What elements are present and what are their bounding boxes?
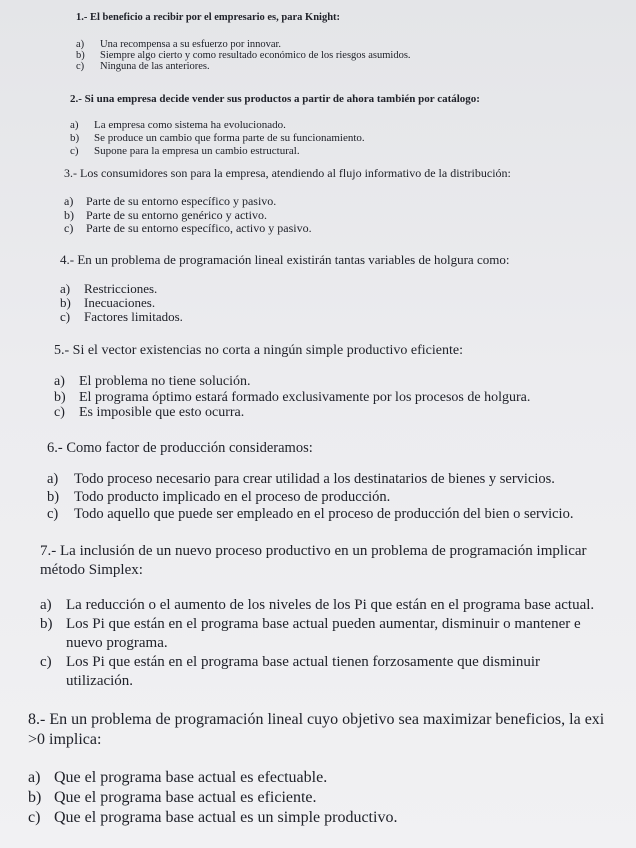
option-letter: a) [54, 374, 65, 389]
option-letter: a) [40, 597, 52, 613]
question-5-option-a [54, 374, 530, 390]
option-text: Todo proceso necesario para crear utilidad a los destinatarios de bienes y servicios. [74, 471, 555, 487]
option-letter: a) [60, 281, 71, 296]
question-1 [76, 12, 411, 72]
option-letter: c) [40, 654, 52, 670]
question-4-option-b [60, 296, 509, 310]
option-text-continued: nuevo programa. [66, 635, 168, 651]
question-8-title [28, 710, 604, 750]
question-7 [40, 542, 594, 691]
option-text: Restricciones. [84, 281, 158, 296]
question-8-title-line-1: 8.- En un problema de programación lineal cuyo objetivo sea maximizar beneficios, la exi [28, 711, 605, 728]
option-text: Parte de su entorno específico, activo y pasivo. [86, 221, 312, 235]
question-2-option-c [70, 145, 480, 158]
question-8-option-a [28, 768, 604, 788]
question-2 [70, 93, 480, 158]
question-3-option-b [64, 209, 511, 223]
option-text: Que el programa base actual es un simple productivo. [54, 809, 398, 826]
option-text: Supone para la empresa un cambio estructural. [94, 145, 300, 157]
question-4-option-a [60, 282, 509, 296]
option-letter: b) [40, 616, 53, 632]
option-letter: b) [60, 295, 71, 310]
option-text: Que el programa base actual es eficiente. [54, 789, 317, 806]
question-4-title: 4.- En un problema de programación lineal existirán tantas variables de holgura como: [60, 252, 510, 267]
option-letter: a) [70, 119, 79, 131]
question-7-title [40, 542, 594, 580]
question-2-option-a [70, 119, 480, 132]
question-7-option-c [40, 653, 594, 691]
question-7-option-a [40, 596, 594, 615]
option-text: Inecuaciones. [84, 295, 156, 310]
option-letter: c) [60, 309, 71, 324]
question-1-option-a [76, 39, 411, 50]
question-7-option-b [40, 615, 594, 653]
question-8-option-b [28, 788, 604, 808]
option-letter: b) [47, 488, 60, 505]
option-letter: c) [54, 405, 65, 420]
question-3-title: 3.- Los consumidores son para la empresa, atendiendo al flujo informativo de la distribución: [64, 166, 511, 180]
question-8-title-line-2: >0 implica: [28, 731, 102, 748]
option-letter: c) [64, 221, 74, 235]
question-6-option-a [47, 471, 573, 489]
option-letter: a) [47, 471, 59, 487]
option-text: Siempre algo cierto y como resultado económico de los riesgos asumidos. [100, 50, 411, 61]
option-text: Todo producto implicado en el proceso de producción. [74, 488, 391, 505]
question-1-option-c [76, 61, 411, 72]
option-text: Una recompensa a su esfuerzo por innovar. [100, 39, 282, 50]
option-letter: a) [28, 769, 41, 786]
option-letter: c) [70, 145, 79, 157]
question-3-option-c [64, 222, 511, 236]
option-text: Los Pi que están en el programa base actual tienen forzosamente que disminuir [66, 654, 541, 670]
question-1-option-b [76, 50, 411, 61]
option-letter: b) [76, 50, 85, 61]
option-text: Parte de su entorno genérico y activo. [86, 207, 267, 222]
option-letter: a) [76, 39, 85, 50]
option-text: El programa óptimo estará formado exclusivamente por los procesos de holgura. [79, 389, 531, 405]
option-text: Es imposible que esto ocurra. [79, 405, 245, 420]
question-2-title: 2.- Si una empresa decide vender sus productos a partir de ahora también por catálogo: [70, 93, 480, 105]
question-4-option-c [60, 310, 509, 324]
question-6-option-c [47, 506, 573, 524]
option-letter: c) [47, 506, 59, 522]
question-8-option-c [28, 808, 604, 828]
question-5 [54, 343, 530, 421]
option-text: Que el programa base actual es efectuable. [54, 769, 328, 786]
question-8 [28, 710, 604, 828]
option-letter: b) [54, 389, 66, 405]
option-text: La empresa como sistema ha evolucionado. [94, 119, 286, 131]
option-letter: b) [64, 207, 74, 222]
option-text: Ninguna de las anteriores. [100, 61, 210, 72]
question-6-option-b [47, 489, 573, 507]
question-3-option-a [64, 195, 511, 209]
question-6-title: 6.- Como factor de producción consideramos: [47, 440, 313, 456]
question-5-option-b [54, 390, 530, 406]
question-2-option-b [70, 132, 480, 145]
option-text-continued: utilización. [66, 673, 134, 689]
question-7-title-line-1: 7.- La inclusión de un nuevo proceso productivo en un problema de programación implicar [40, 543, 587, 559]
option-letter: b) [28, 789, 42, 806]
question-1-title: 1.- El beneficio a recibir por el empresario es, para Knight: [76, 12, 341, 23]
option-letter: b) [70, 132, 80, 144]
question-6 [47, 440, 573, 524]
option-letter: c) [76, 61, 85, 72]
option-text: Los Pi que están en el programa base actual pueden aumentar, disminuir o mantener e [66, 616, 581, 632]
question-7-title-line-2: método Simplex: [40, 562, 143, 578]
option-letter: c) [28, 809, 41, 826]
option-text: Parte de su entorno específico y pasivo. [86, 194, 277, 208]
question-5-option-c [54, 405, 530, 421]
option-letter: a) [64, 194, 74, 208]
option-text: Todo aquello que puede ser empleado en el proceso de producción del bien o servicio. [74, 506, 574, 522]
option-text: El problema no tiene solución. [79, 374, 251, 389]
option-text: La reducción o el aumento de los niveles de los Pi que están en el programa base actual. [66, 597, 595, 613]
option-text: Se produce un cambio que forma parte de su funcionamiento. [94, 132, 365, 144]
question-5-title: 5.- Si el vector existencias no corta a ningún simple productivo eficiente: [54, 343, 463, 358]
question-4 [60, 252, 509, 324]
question-3 [64, 166, 511, 236]
option-text: Factores limitados. [84, 309, 183, 324]
